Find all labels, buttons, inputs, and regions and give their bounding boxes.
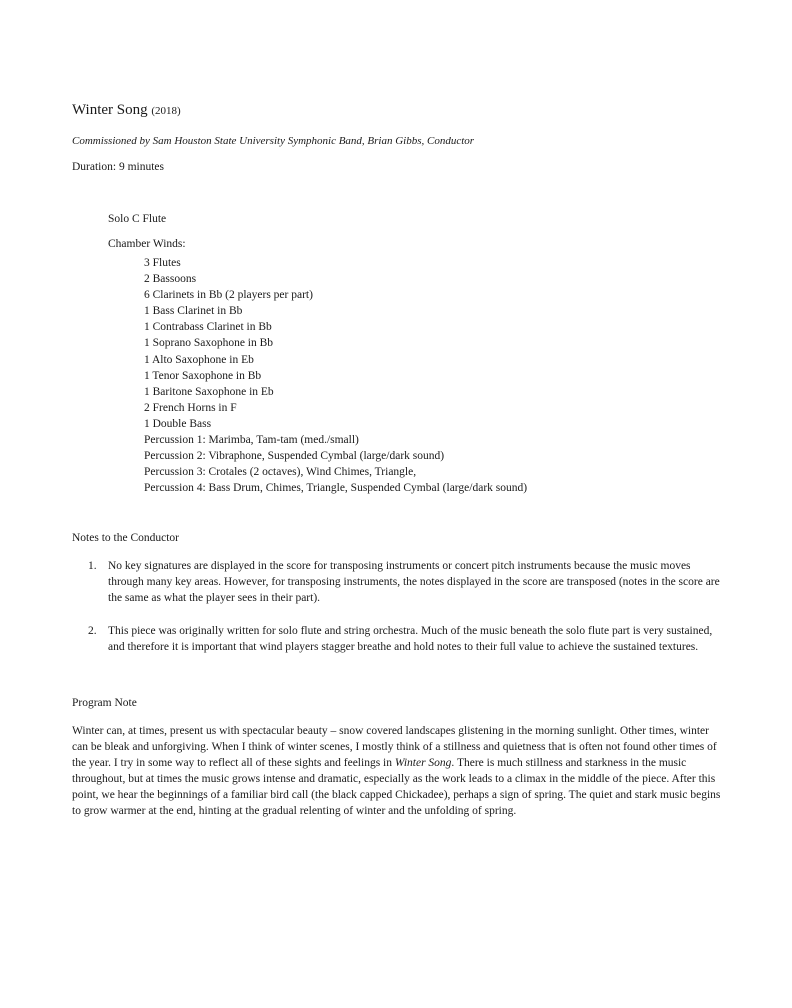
chamber-winds-label: Chamber Winds: xyxy=(108,238,186,250)
instrument-item: Percussion 3: Crotales (2 octaves), Wind Chimes, Triangle, xyxy=(144,466,417,479)
instrument-item: 1 Baritone Saxophone in Eb xyxy=(144,385,274,398)
note-text: No key signatures are displayed in the score for transposing instruments or concert pitch instruments because the music moves through many key areas. However, for transposing instruments, the notes displayed in the score are transposed (notes in the score are the same as what the player sees in their part). xyxy=(108,560,720,604)
commission-line: Commissioned by Sam Houston State University Symphonic Band, Brian Gibbs, Conductor xyxy=(72,135,475,147)
program-note-part-2: . There is much stillness and starkness in the music throughout, but at times the music grows intense and dramatic, especially as the work leads to a climax in the middle of the piece. After this point, we hear the beginnings of a familiar bird call (the black capped Chickadee), perhaps a sign of spring. The quiet and stark music begins to grow warmer at the end, hinting at the gradual relenting of winter and the unfolding of spring. xyxy=(72,757,721,817)
instrument-list xyxy=(144,255,527,496)
duration-line: Duration: 9 minutes xyxy=(72,161,164,173)
title-year: (2018) xyxy=(151,105,181,117)
instrument-item: 1 Double Bass xyxy=(144,417,212,430)
instrument-item: 1 Contrabass Clarinet in Bb xyxy=(144,321,272,334)
instrument-item: 1 Tenor Saxophone in Bb xyxy=(144,369,262,382)
instrument-item: 1 Alto Saxophone in Eb xyxy=(144,353,254,366)
instrument-item: Percussion 4: Bass Drum, Chimes, Triangle, Suspended Cymbal (large/dark sound) xyxy=(144,482,528,495)
instrument-item: 1 Soprano Saxophone in Bb xyxy=(144,337,274,350)
page-title xyxy=(72,102,181,119)
program-note-part-1: Winter can, at times, present us with spectacular beauty – snow covered landscapes glistening in the morning sunlight. Other times, winter can be bleak and unforgiving. When I think of winter scenes, I mostly think of a stillness and quietness that is often not found other times of the year. I try in some way to reflect all of these sights and feelings in xyxy=(72,725,717,769)
title-text: Winter Song xyxy=(72,102,148,118)
notes-heading: Notes to the Conductor xyxy=(72,532,179,544)
note-number: 1. xyxy=(88,560,97,572)
instrument-item: 1 Bass Clarinet in Bb xyxy=(144,305,243,318)
program-note-heading: Program Note xyxy=(72,697,137,709)
note-number: 2. xyxy=(88,625,97,637)
instrument-item: 3 Flutes xyxy=(144,257,181,269)
instrument-item: Percussion 2: Vibraphone, Suspended Cymbal (large/dark sound) xyxy=(144,450,445,463)
instrument-item: 2 French Horns in F xyxy=(144,401,237,414)
solo-instrument: Solo C Flute xyxy=(108,213,167,225)
instrument-item: 6 Clarinets in Bb (2 players per part) xyxy=(144,289,313,302)
conductor-note xyxy=(72,623,722,655)
program-note-text xyxy=(72,723,722,819)
program-note-work-title: Winter Song xyxy=(394,757,452,769)
instrument-item: Percussion 1: Marimba, Tam-tam (med./small) xyxy=(144,434,359,447)
instrument-item: 2 Bassoons xyxy=(144,273,197,286)
note-text: This piece was originally written for solo flute and string orchestra. Much of the music beneath the solo flute part is very sustained, and therefore it is important that wind players stagger breathe and hold notes to their full value to achieve the sustained textures. xyxy=(108,625,713,653)
conductor-note xyxy=(72,558,722,606)
